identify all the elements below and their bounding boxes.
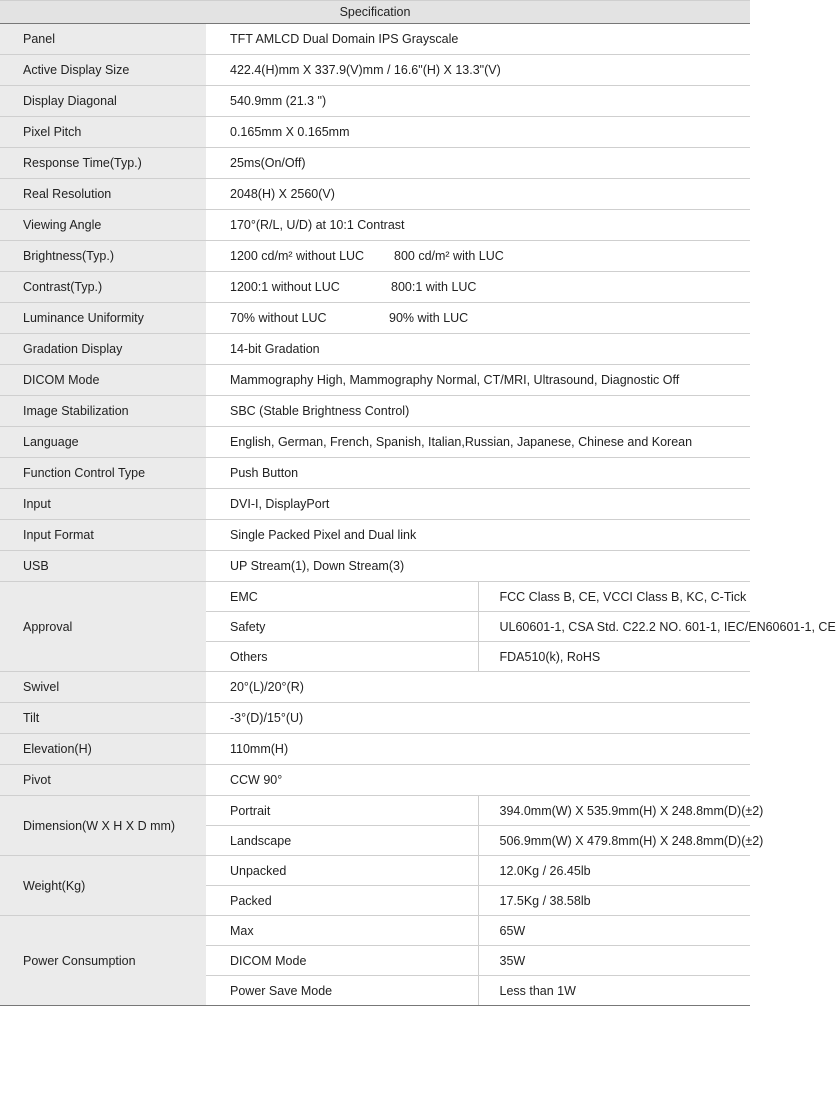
- row-label: Viewing Angle: [0, 210, 206, 241]
- row-value: -3°(D)/15°(U): [206, 703, 750, 734]
- table-row: [0, 396, 750, 427]
- row-label: Elevation(H): [0, 734, 206, 765]
- row-value: Single Packed Pixel and Dual link: [206, 520, 750, 551]
- table-row: [0, 148, 750, 179]
- row-value: 25ms(On/Off): [206, 148, 750, 179]
- row-value: DVI-I, DisplayPort: [206, 489, 750, 520]
- row-value: 1200:1 without LUC 800:1 with LUC: [206, 272, 750, 303]
- table-row: [0, 55, 750, 86]
- row-label: Language: [0, 427, 206, 458]
- sub-value: 394.0mm(W) X 535.9mm(H) X 248.8mm(D)(±2): [478, 796, 750, 826]
- sub-label: Portrait: [206, 796, 478, 826]
- table-row: [0, 765, 750, 796]
- row-label: Response Time(Typ.): [0, 148, 206, 179]
- row-value: 1200 cd/m² without LUC 800 cd/m² with LUC: [206, 241, 750, 272]
- spec-header: Specification: [0, 0, 750, 24]
- row-label: Power Consumption: [0, 916, 206, 1006]
- table-row: [0, 551, 750, 582]
- table-row: [0, 179, 750, 210]
- row-value: 0.165mm X 0.165mm: [206, 117, 750, 148]
- row-label: Image Stabilization: [0, 396, 206, 427]
- table-row: [0, 734, 750, 765]
- sub-value: 17.5Kg / 38.58lb: [478, 886, 750, 916]
- table-row: [0, 303, 750, 334]
- sub-label: Others: [206, 642, 478, 672]
- table-row: [0, 458, 750, 489]
- row-label: Input: [0, 489, 206, 520]
- row-label: Brightness(Typ.): [0, 241, 206, 272]
- sub-label: EMC: [206, 582, 478, 612]
- row-value: 14-bit Gradation: [206, 334, 750, 365]
- row-label: Panel: [0, 24, 206, 55]
- row-label: Active Display Size: [0, 55, 206, 86]
- sub-label: DICOM Mode: [206, 946, 478, 976]
- spec-table: [0, 24, 836, 1006]
- row-label: USB: [0, 551, 206, 582]
- sub-value: 12.0Kg / 26.45lb: [478, 856, 750, 886]
- table-row: [0, 210, 750, 241]
- sub-label: Packed: [206, 886, 478, 916]
- table-row: [0, 24, 750, 55]
- row-label: Approval: [0, 582, 206, 672]
- table-row: [0, 241, 750, 272]
- table-row: [0, 117, 750, 148]
- sub-value: 506.9mm(W) X 479.8mm(H) X 248.8mm(D)(±2): [478, 826, 750, 856]
- row-label: Display Diagonal: [0, 86, 206, 117]
- table-row: [0, 916, 750, 946]
- table-row: [0, 582, 750, 612]
- row-label: Weight(Kg): [0, 856, 206, 916]
- row-value: Mammography High, Mammography Normal, CT/MRI, Ultrasound, Diagnostic Off: [206, 365, 750, 396]
- sub-value: 65W: [478, 916, 750, 946]
- row-value: UP Stream(1), Down Stream(3): [206, 551, 750, 582]
- row-label: Pivot: [0, 765, 206, 796]
- table-row: [0, 427, 750, 458]
- sub-value: 35W: [478, 946, 750, 976]
- row-label: Dimension(W X H X D mm): [0, 796, 206, 856]
- row-label: Tilt: [0, 703, 206, 734]
- row-label: Luminance Uniformity: [0, 303, 206, 334]
- table-row: [0, 489, 750, 520]
- table-row: [0, 365, 750, 396]
- sub-label: Unpacked: [206, 856, 478, 886]
- sub-value: Less than 1W: [478, 976, 750, 1006]
- sub-label: Max: [206, 916, 478, 946]
- row-value: 70% without LUC 90% with LUC: [206, 303, 750, 334]
- row-label: Contrast(Typ.): [0, 272, 206, 303]
- sub-value: FDA510(k), RoHS: [478, 642, 750, 672]
- row-value: 540.9mm (21.3 "): [206, 86, 750, 117]
- sub-label: Landscape: [206, 826, 478, 856]
- sub-label: Power Save Mode: [206, 976, 478, 1006]
- table-row: [0, 672, 750, 703]
- table-row: [0, 796, 750, 826]
- row-label: Gradation Display: [0, 334, 206, 365]
- row-value: 20°(L)/20°(R): [206, 672, 750, 703]
- row-label: Function Control Type: [0, 458, 206, 489]
- row-value: 110mm(H): [206, 734, 750, 765]
- sub-label: Safety: [206, 612, 478, 642]
- sub-value: FCC Class B, CE, VCCI Class B, KC, C-Tick: [478, 582, 750, 612]
- table-row: [0, 86, 750, 117]
- row-value: TFT AMLCD Dual Domain IPS Grayscale: [206, 24, 750, 55]
- table-row: [0, 703, 750, 734]
- row-label: Pixel Pitch: [0, 117, 206, 148]
- row-value: 422.4(H)mm X 337.9(V)mm / 16.6"(H) X 13.3"(V): [206, 55, 750, 86]
- row-value: 2048(H) X 2560(V): [206, 179, 750, 210]
- table-row: [0, 334, 750, 365]
- row-value: Push Button: [206, 458, 750, 489]
- table-row: [0, 856, 750, 886]
- sub-value: UL60601-1, CSA Std. C22.2 NO. 601-1, IEC/EN60601-1, CE: [478, 612, 750, 642]
- row-value: CCW 90°: [206, 765, 750, 796]
- row-value: SBC (Stable Brightness Control): [206, 396, 750, 427]
- table-row: [0, 520, 750, 551]
- row-label: DICOM Mode: [0, 365, 206, 396]
- row-label: Input Format: [0, 520, 206, 551]
- row-label: Swivel: [0, 672, 206, 703]
- row-label: Real Resolution: [0, 179, 206, 210]
- row-value: 170°(R/L, U/D) at 10:1 Contrast: [206, 210, 750, 241]
- table-row: [0, 272, 750, 303]
- row-value: English, German, French, Spanish, Italian,Russian, Japanese, Chinese and Korean: [206, 427, 750, 458]
